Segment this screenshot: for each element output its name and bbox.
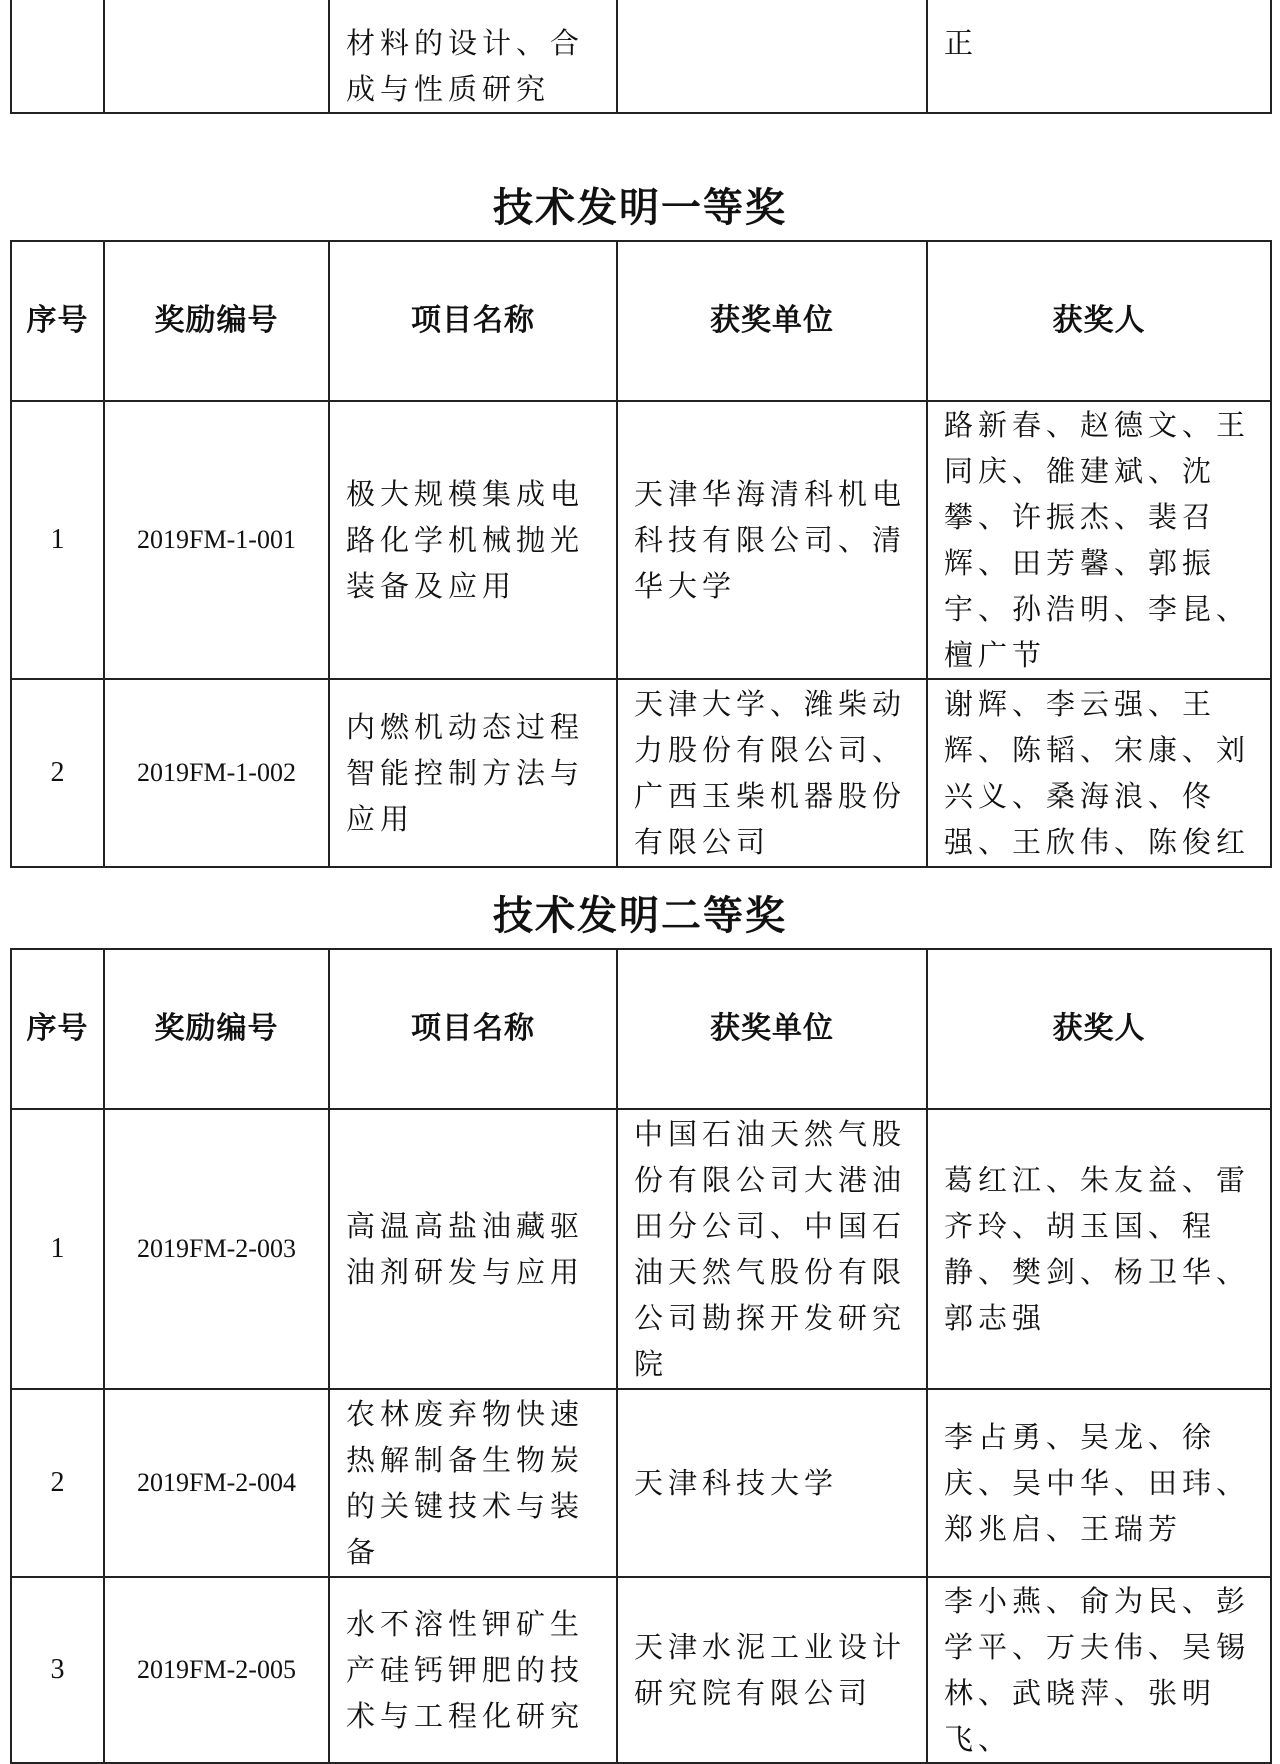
unit-cell: 天津华海清科机电科技有限公司、清华大学 <box>617 401 927 679</box>
winners-cell: 谢辉、李云强、王辉、陈韬、宋康、刘兴义、桑海浪、佟强、王欣伟、陈俊红 <box>927 679 1271 867</box>
unit-cell: 天津大学、潍柴动力股份有限公司、广西玉柴机器股份有限公司 <box>617 679 927 867</box>
award-no-cell: 2019FM-1-001 <box>104 401 329 679</box>
table-row <box>11 0 1271 113</box>
project-name-cell: 极大规模集成电路化学机械抛光装备及应用 <box>329 401 617 679</box>
header-award-no: 奖励编号 <box>104 949 329 1109</box>
first-prize-table <box>10 240 1272 868</box>
project-name-cell: 高温高盐油藏驱油剂研发与应用 <box>329 1109 617 1389</box>
header-seq: 序号 <box>11 949 104 1109</box>
award-no-cell: 2019FM-2-003 <box>104 1109 329 1389</box>
table-row <box>11 1109 1271 1389</box>
table-row <box>11 679 1271 867</box>
header-unit: 获奖单位 <box>617 949 927 1109</box>
project-name-cell: 农林废弃物快速热解制备生物炭的关键技术与装备 <box>329 1389 617 1577</box>
header-winners: 获奖人 <box>927 241 1271 401</box>
header-winners: 获奖人 <box>927 949 1271 1109</box>
winners-cell: 路新春、赵德文、王同庆、雒建斌、沈攀、许振杰、裴召辉、田芳馨、郭振宇、孙浩明、李昆、檀广节 <box>927 401 1271 679</box>
project-name-cell: 材料的设计、合成与性质研究 <box>329 0 617 113</box>
award-no-cell <box>104 0 329 113</box>
second-prize-table <box>10 948 1272 1764</box>
award-no-cell: 2019FM-1-002 <box>104 679 329 867</box>
winners-cell: 李小燕、俞为民、彭学平、万夫伟、吴锡林、武晓萍、张明飞、 <box>927 1577 1271 1763</box>
project-name-cell: 内燃机动态过程智能控制方法与应用 <box>329 679 617 867</box>
top-fragment-table <box>10 0 1272 114</box>
header-project: 项目名称 <box>329 949 617 1109</box>
award-no-cell: 2019FM-2-004 <box>104 1389 329 1577</box>
project-name-cell: 水不溶性钾矿生产硅钙钾肥的技术与工程化研究 <box>329 1577 617 1763</box>
header-seq: 序号 <box>11 241 104 401</box>
section-title-second-prize: 技术发明二等奖 <box>493 893 787 939</box>
table-row <box>11 401 1271 679</box>
winners-cell: 葛红江、朱友益、雷齐玲、胡玉国、程静、樊剑、杨卫华、郭志强 <box>927 1109 1271 1389</box>
award-no-cell: 2019FM-2-005 <box>104 1577 329 1763</box>
table-row <box>11 1577 1271 1763</box>
seq-cell: 2 <box>11 1389 104 1577</box>
header-unit: 获奖单位 <box>617 241 927 401</box>
seq-cell: 3 <box>11 1577 104 1763</box>
table-row <box>11 1389 1271 1577</box>
seq-cell: 1 <box>11 401 104 679</box>
section-title-first-prize: 技术发明一等奖 <box>493 185 787 231</box>
table-header-row <box>11 949 1271 1109</box>
header-award-no: 奖励编号 <box>104 241 329 401</box>
seq-cell <box>11 0 104 113</box>
unit-cell: 中国石油天然气股份有限公司大港油田分公司、中国石油天然气股份有限公司勘探开发研究院 <box>617 1109 927 1389</box>
unit-cell: 天津科技大学 <box>617 1389 927 1577</box>
seq-cell: 1 <box>11 1109 104 1389</box>
unit-cell: 天津水泥工业设计研究院有限公司 <box>617 1577 927 1763</box>
winners-cell: 正 <box>927 0 1271 113</box>
seq-cell: 2 <box>11 679 104 867</box>
winners-cell: 李占勇、吴龙、徐庆、吴中华、田玮、郑兆启、王瑞芳 <box>927 1389 1271 1577</box>
header-project: 项目名称 <box>329 241 617 401</box>
table-header-row <box>11 241 1271 401</box>
unit-cell <box>617 0 927 113</box>
